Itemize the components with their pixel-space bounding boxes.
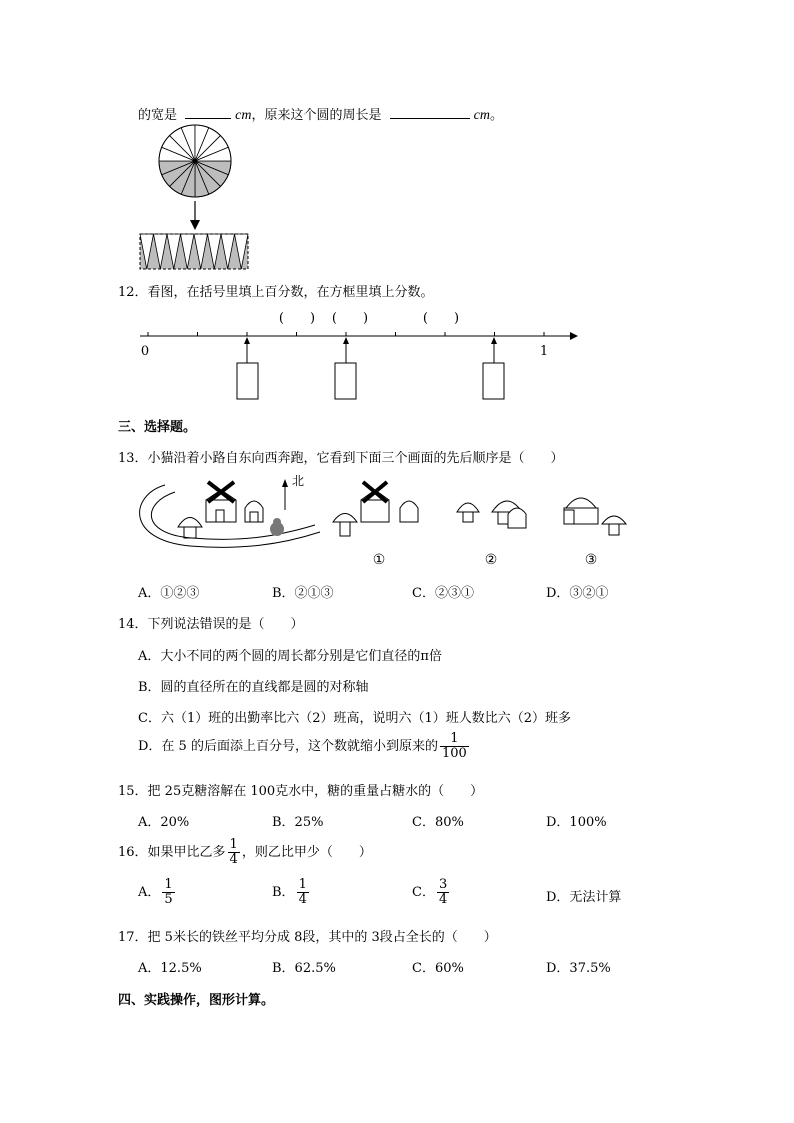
- paren-1[interactable]: ( ): [278, 311, 316, 326]
- q14-question: 14．下列说法错误的是（ ）: [118, 617, 304, 632]
- q16-option-b[interactable]: [272, 878, 311, 907]
- q16-opt-c-den: 4: [438, 892, 448, 907]
- paren-2[interactable]: ( ): [331, 311, 369, 326]
- q16-option-d[interactable]: D．无法计算: [546, 890, 622, 905]
- q16-opt-c-frac: [437, 878, 449, 907]
- q13-question: 13．小猫沿着小路自东向西奔跑，它看到下面三个画面的先后顺序是（ ）: [118, 451, 564, 466]
- q16-opt-a-frac: [162, 878, 174, 907]
- q13-option-c[interactable]: C．②③①: [412, 586, 474, 601]
- q16-opt-b-den: 4: [298, 892, 307, 907]
- q16-frac-num: 1: [229, 837, 238, 852]
- q14-frac-num: 1: [440, 732, 469, 747]
- paren-3[interactable]: ( ): [422, 311, 460, 326]
- q16-opt-b-num: 1: [298, 877, 307, 892]
- q16-opt-a-den: 5: [164, 892, 173, 907]
- picture-2: [457, 501, 526, 528]
- scene-windmill-house: [206, 482, 236, 522]
- q17-option-c[interactable]: C．60%: [412, 961, 464, 976]
- q14-fraction: [440, 732, 469, 761]
- q11-blank-circumference[interactable]: [390, 106, 470, 119]
- q16-opt-c-num: 3: [438, 877, 448, 892]
- q12-question: 12．看图，在括号里填上百分数，在方框里填上分数。: [118, 285, 434, 300]
- q13-scene: [130, 470, 640, 570]
- rearranged-rectangle: [140, 234, 248, 269]
- q17-option-b[interactable]: B．62.5%: [272, 961, 336, 976]
- q17-question: 17．把 5米长的铁丝平均分成 8段，其中的 3段占全长的（ ）: [118, 930, 497, 945]
- q14-option-c[interactable]: C．六（1）班的出勤率比六（2）班高，说明六（1）班人数比六（2）班多: [138, 711, 572, 726]
- q16-opt-c-label: C．: [412, 885, 435, 900]
- q11-figure: [130, 124, 260, 272]
- q17-option-d[interactable]: D．37.5%: [546, 961, 611, 976]
- q11-text-a: 的宽是: [138, 108, 178, 123]
- number-line-arrowhead: [570, 332, 578, 340]
- q11-end: 。: [489, 108, 503, 123]
- q16-text-a: 16．如果甲比乙多: [118, 845, 226, 860]
- q11-unit2: cm: [473, 108, 490, 123]
- north-arrowhead: [282, 479, 288, 487]
- scene-mushroom-house: [178, 518, 202, 539]
- q14-option-d-text: D．在 5 的后面添上百分号，这个数就缩小到原来的: [138, 739, 438, 754]
- q15-question: 15．把 25克糖溶解在 100克水中，糖的重量占糖水的（ ）: [118, 784, 484, 799]
- section-4-heading: 四、实践操作，图形计算。: [118, 993, 275, 1008]
- picture-1: [333, 482, 418, 536]
- winding-path: [140, 485, 320, 547]
- q13-option-b[interactable]: B．②①③: [272, 586, 334, 601]
- number-line-figure: [130, 305, 590, 405]
- label-zero: 0: [140, 344, 150, 359]
- pointer-arrows: [244, 337, 497, 363]
- q13-option-d[interactable]: D．③②①: [546, 586, 609, 601]
- q11-text-b: ，原来这个圆的周长是: [251, 108, 382, 123]
- q16-fraction: [228, 838, 240, 867]
- box-1[interactable]: [237, 363, 258, 399]
- pic-label-2: ②: [484, 552, 498, 568]
- q17-option-a[interactable]: A．12.5%: [138, 961, 202, 976]
- pic-label-3: ③: [584, 552, 598, 568]
- q16-opt-a-num: 1: [164, 877, 173, 892]
- down-arrow-head: [190, 220, 200, 230]
- q14-frac-den: 100: [441, 746, 467, 761]
- q16-opt-a-label: A．: [138, 885, 161, 900]
- q13-option-a[interactable]: A．①②③: [138, 586, 200, 601]
- number-line-ticks: [148, 332, 544, 336]
- q16-option-a[interactable]: [138, 878, 177, 907]
- q16-text-b: ，则乙比甲少（ ）: [241, 845, 372, 860]
- q14-option-d[interactable]: [138, 732, 471, 761]
- section-3-heading: 三、选择题。: [118, 420, 197, 435]
- q15-option-d[interactable]: D．100%: [546, 815, 607, 830]
- picture-3: [564, 498, 626, 535]
- q16-opt-b-frac: [297, 878, 309, 907]
- q11-line: [138, 104, 503, 124]
- box-2[interactable]: [335, 363, 356, 399]
- q14-option-a[interactable]: A．大小不同的两个圆的周长都分别是它们直径的π倍: [138, 649, 442, 664]
- scene-dome-hut: [245, 501, 263, 522]
- pic-label-1: ①: [372, 552, 386, 568]
- q16-question: [118, 838, 372, 867]
- north-label: 北: [292, 474, 305, 488]
- q14-option-b[interactable]: B．圆的直径所在的直线都是圆的对称轴: [138, 680, 369, 695]
- q16-opt-b-label: B．: [272, 885, 295, 900]
- box-3[interactable]: [483, 363, 504, 399]
- label-one: 1: [539, 344, 549, 359]
- q16-frac-den: 4: [229, 852, 238, 867]
- q15-option-b[interactable]: B．25%: [272, 815, 324, 830]
- cat-icon: [270, 518, 284, 536]
- q15-option-a[interactable]: A．20%: [138, 815, 190, 830]
- q11-unit1: cm: [235, 108, 252, 123]
- q11-blank-width[interactable]: [185, 106, 231, 119]
- q15-option-c[interactable]: C．80%: [412, 815, 464, 830]
- q16-option-c[interactable]: [412, 878, 451, 907]
